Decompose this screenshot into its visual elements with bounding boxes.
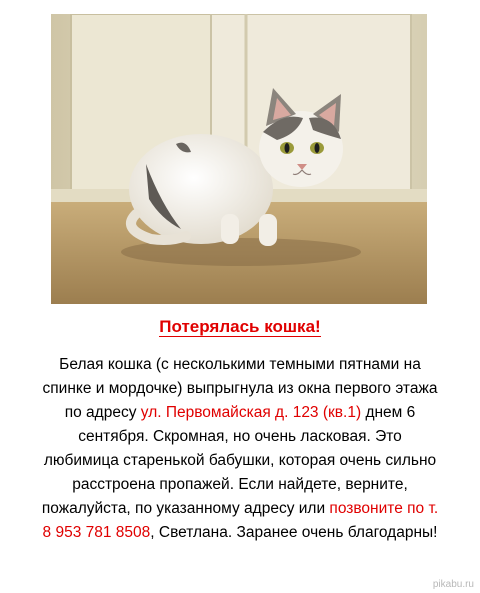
body-text-part-1: Белая кошка (с несколькими темными пятнами на спинке и мордочке) выпрыгнула из окна первого этажа по адресу <box>42 356 438 421</box>
cat-photo-illustration <box>51 14 427 304</box>
poster-title-text: Потерялась кошка! <box>159 317 321 336</box>
body-text-part-2: днем 6 сентября. Скромная, но очень ласковая. Это любимица старенькой бабушки, которая очень сильно расстроена пропажей. Если найдете, верните, пожалуйста, по указанному адресу или <box>41 404 437 517</box>
poster-title <box>0 317 480 337</box>
phone-highlight: позвоните по т. 8 953 781 8508 <box>42 500 439 541</box>
watermark: pikabu.ru <box>432 579 474 590</box>
poster-body <box>40 353 440 545</box>
body-text-part-3: , Светлана. Заранее очень благодарны! <box>150 524 438 541</box>
address-highlight: ул. Первомайская д. 123 (кв.1) <box>140 404 362 421</box>
cat-photo <box>51 14 427 304</box>
